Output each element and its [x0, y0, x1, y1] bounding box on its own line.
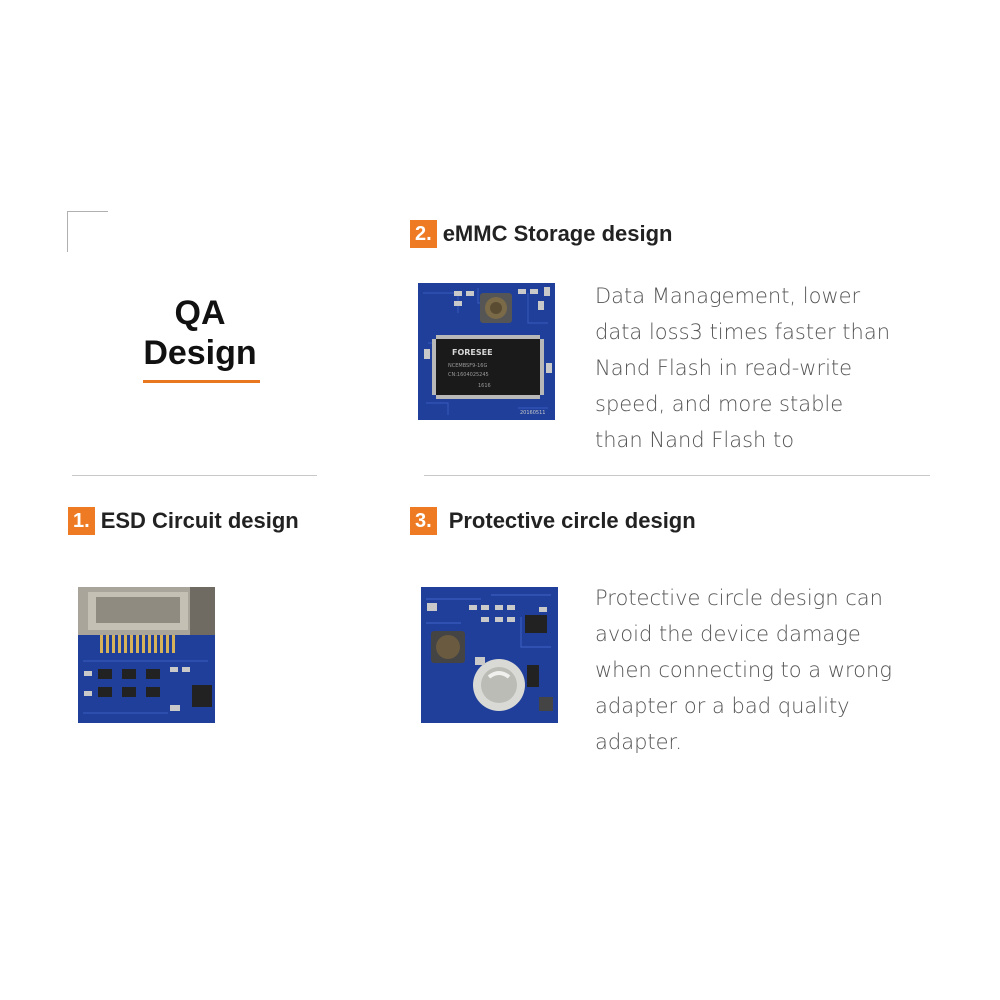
description-line: Protective circle design can [595, 586, 883, 610]
divider-right [424, 475, 930, 476]
section-heading-protective [410, 507, 696, 535]
description-line: when connecting to a wrong [595, 658, 892, 682]
page-title-line-2: Design [143, 334, 257, 372]
chip-label-line1: NCEMBSF9-16G [448, 363, 488, 369]
esd-circuit-board-photo [78, 587, 215, 723]
section-title: ESD Circuit design [100, 508, 299, 533]
page-title [125, 293, 275, 373]
section-description-protective [595, 580, 925, 760]
section-number-badge: 3. [410, 507, 437, 535]
description-line: avoid the device damage [595, 622, 861, 646]
chip-label-line2: CN:1604025245 [448, 372, 489, 378]
section-number-badge: 1. [68, 507, 95, 535]
description-line: adapter or a bad quality [595, 694, 850, 718]
description-line: speed, and more stable [595, 392, 844, 416]
board-date-code: 20160511 [520, 410, 546, 416]
description-line: Nand Flash in read-write [595, 356, 853, 380]
chip-brand: FORESEE [452, 348, 493, 357]
description-line: than Nand Flash to [595, 428, 795, 452]
corner-bracket [67, 211, 108, 252]
section-number-badge: 2. [410, 220, 437, 248]
emmc-chip-board-photo [418, 283, 555, 420]
section-heading-esd [68, 507, 299, 535]
description-line: Data Management, lower [595, 284, 861, 308]
section-heading-emmc [410, 220, 673, 248]
section-title: eMMC Storage design [442, 221, 673, 246]
divider-left [72, 475, 317, 476]
description-line: data loss3 times faster than [595, 320, 891, 344]
section-description-emmc [595, 278, 915, 458]
protective-circle-board-photo [421, 587, 558, 723]
page-title-line-1: QA [174, 294, 226, 332]
chip-label-line3: 1616 [478, 383, 491, 389]
description-line: adapter. [595, 730, 682, 754]
section-title: Protective circle design [448, 508, 696, 533]
title-underline [143, 380, 260, 383]
